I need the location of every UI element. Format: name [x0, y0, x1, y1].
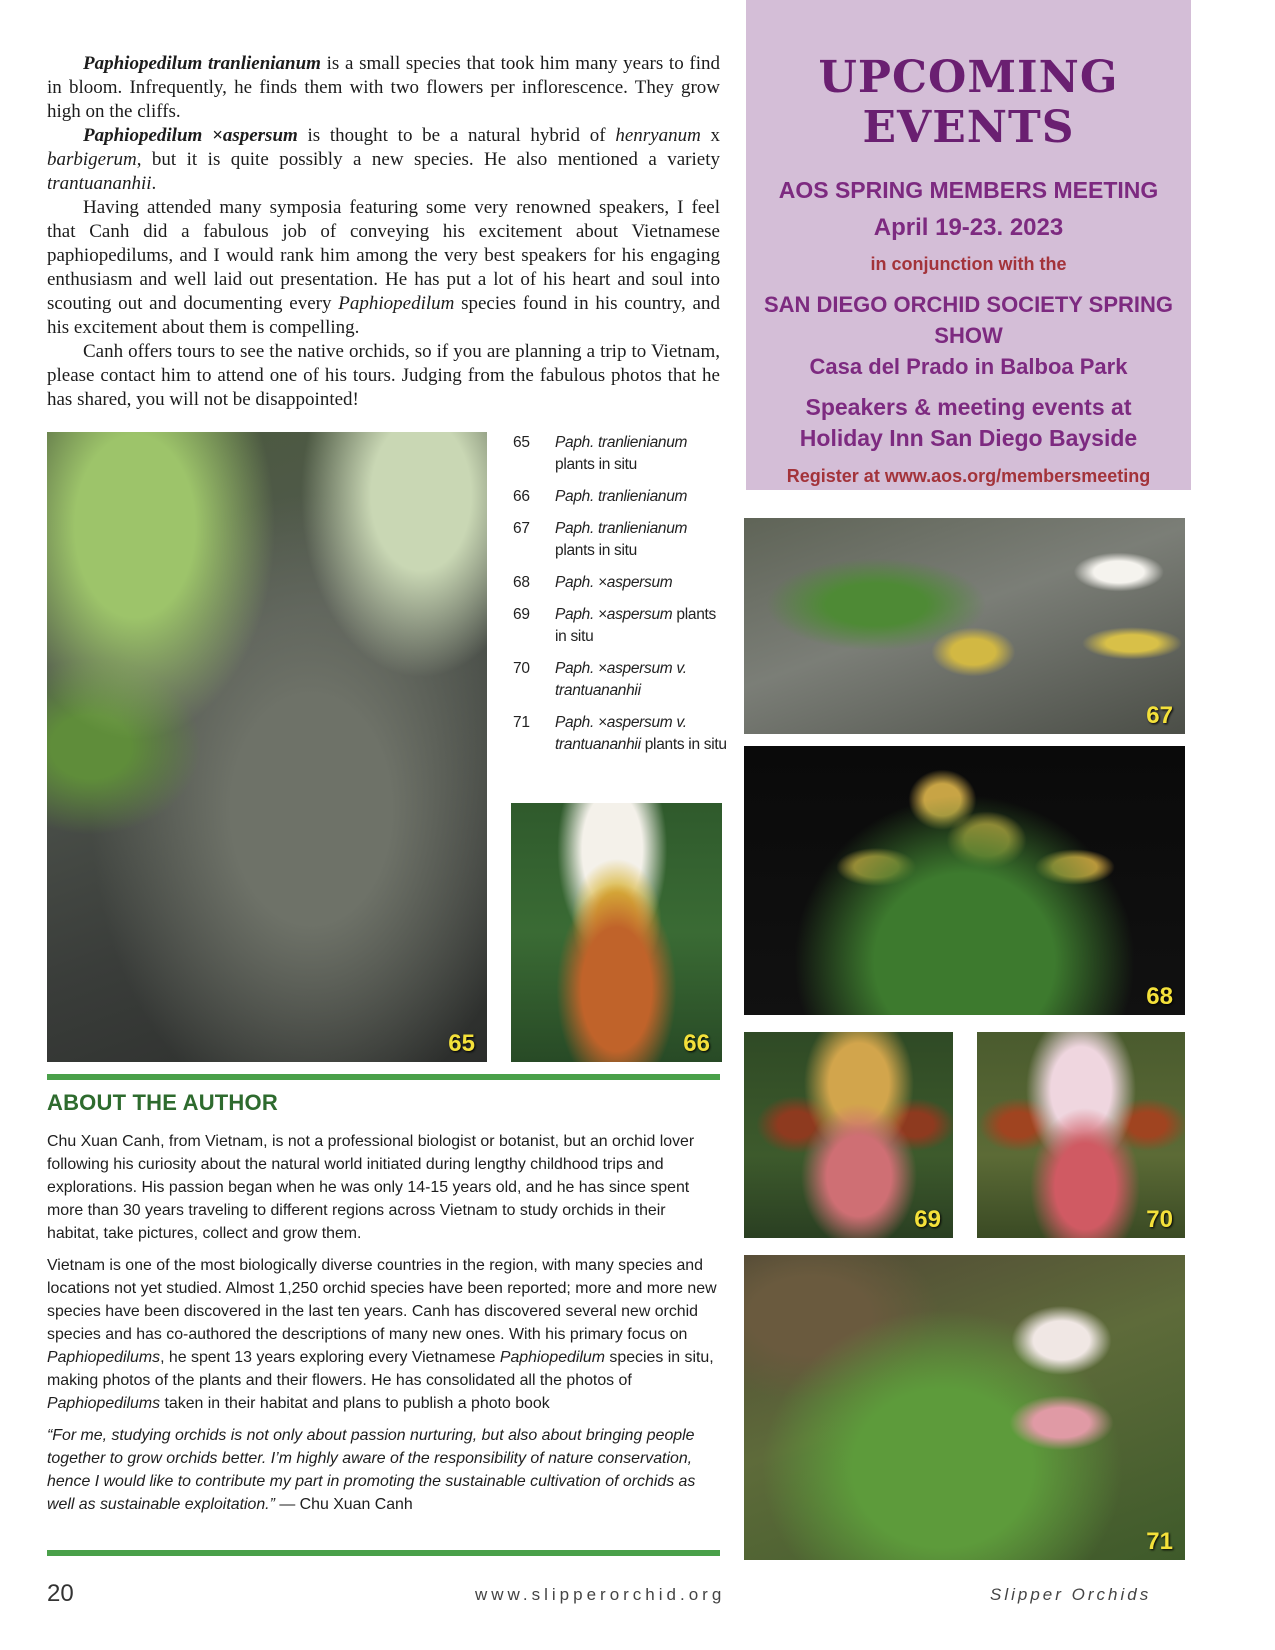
- about-author-body: [47, 1130, 720, 1525]
- article-body: [47, 52, 720, 412]
- photo-number: 65: [448, 1030, 475, 1057]
- photo-67: [744, 518, 1185, 734]
- paragraph-text: Having attended many symposia featuring some very renowned speakers, I feel that Canh did a fabulous job of conveying his excitement about Vietnamese paphiopedilums, and I would rank him among the very best speakers for his engaging enthusiasm and well laid out presentation. He has put a lot of his heart and soul into scouting out and documenting every: [47, 197, 720, 314]
- caption-item: [513, 712, 728, 756]
- about-paragraph: Chu Xuan Canh, from Vietnam, is not a professional biologist or botanist, but an orchid lover following his curiosity about the natural world initiated during lengthy childhood trips and explorations. His passion began when he was only 14-15 years old, and he has since spent more than 30 years traveling to different regions across Vietnam to study orchids in their habitat, take pictures, collect and grow them.: [47, 1133, 695, 1242]
- events-title-line: EVENTS: [862, 102, 1075, 153]
- event-speakers: [746, 392, 1191, 454]
- footer-magazine-name: Slipper Orchids: [990, 1585, 1152, 1604]
- paragraph-text: , he spent 13 years exploring every Vietnamese: [160, 1349, 500, 1366]
- caption-number: 69: [513, 606, 530, 623]
- paragraph-text: is a small species that took him many years to find in bloom. Infrequently, he finds them with two flowers per inflorescence. They grow high on the cliffs.: [47, 53, 720, 122]
- italic-term: Paphiopedilum: [499, 1349, 606, 1366]
- photo-71: [744, 1255, 1185, 1560]
- paragraph-text: .: [151, 173, 157, 194]
- paragraph-text: is thought to be a natural hybrid of: [297, 125, 616, 146]
- caption-text: [555, 486, 728, 508]
- caption-number: 71: [513, 714, 530, 731]
- article-paragraph: [47, 340, 720, 412]
- caption-text: [555, 518, 728, 562]
- about-paragraph: [47, 1254, 720, 1415]
- caption-species: Paph. ×aspersum v. trantuananhii: [555, 714, 687, 753]
- photo-number: 71: [1146, 1528, 1173, 1555]
- caption-number: 67: [513, 520, 530, 537]
- photo-number: 66: [683, 1030, 710, 1057]
- caption-species: Paph. ×aspersum v. trantuananhii: [555, 660, 687, 699]
- events-title: [746, 53, 1191, 153]
- photo-captions: [513, 432, 728, 766]
- event-show-venue: Casa del Prado in Balboa Park: [809, 354, 1128, 379]
- article-paragraph: [47, 196, 720, 340]
- paragraph-text: species in situ, making photos of the plants and their flowers. He has consolidated all the photos of: [47, 1349, 714, 1389]
- event-speakers-line: Speakers & meeting events at: [805, 394, 1132, 420]
- caption-species: Paph. tranlienianum: [555, 488, 688, 505]
- caption-item: [513, 658, 728, 702]
- paragraph-text: , but it is quite possibly a new species. He also mentioned a variety: [136, 149, 720, 170]
- event-register-link[interactable]: Register at www.aos.org/membersmeeting: [786, 466, 1151, 486]
- photo-number: 69: [914, 1206, 941, 1233]
- caption-item: [513, 432, 728, 476]
- photo-68: [744, 746, 1185, 1015]
- species-name: Paphiopedilum ×aspersum: [83, 125, 298, 146]
- section-divider-bottom: [47, 1550, 720, 1556]
- italic-term: Paphiopedilum: [338, 293, 455, 314]
- caption-rest: plants in situ: [640, 736, 727, 753]
- caption-item: [513, 572, 728, 594]
- photo-number: 68: [1146, 983, 1173, 1010]
- italic-term: barbigerum: [47, 149, 137, 170]
- species-name: Paphiopedilum tranlienianum: [83, 53, 321, 74]
- caption-rest: plants in situ: [555, 542, 637, 559]
- paragraph-text: Vietnam is one of the most biologically diverse countries in the region, with many species and locations not yet studied. Almost 1,250 orchid species have been reported; more and more new species have been discovered in the last ten years. Canh has discovered several new orchid species and has co-authored the descriptions of many new ones. With his primary focus on: [47, 1257, 717, 1343]
- paragraph-text: Canh offers tours to see the native orchids, so if you are planning a trip to Vietnam, please contact him to attend one of his tours. Judging from the fabulous photos that he has shared, you will not be disappointed!: [47, 341, 720, 410]
- about-author-heading: ABOUT THE AUTHOR: [47, 1090, 278, 1115]
- quote-attribution: — Chu Xuan Canh: [274, 1496, 413, 1513]
- caption-species: Paph. tranlienianum: [555, 434, 688, 451]
- italic-term: Paphiopedilums: [47, 1395, 161, 1412]
- italic-term: trantuananhii: [47, 173, 152, 194]
- caption-text: [555, 432, 728, 476]
- photo-number: 67: [1146, 702, 1173, 729]
- photo-65: [47, 432, 487, 1062]
- photo-70: [977, 1032, 1185, 1238]
- caption-text: [555, 658, 728, 702]
- events-title-line: UPCOMING: [818, 52, 1119, 103]
- upcoming-events-box: [746, 0, 1191, 490]
- footer-website-link[interactable]: www.slipperorchid.org: [475, 1585, 726, 1604]
- caption-species: Paph. ×aspersum: [555, 606, 673, 623]
- caption-item: [513, 486, 728, 508]
- event-show: [746, 289, 1191, 382]
- caption-number: 65: [513, 434, 530, 451]
- caption-item: [513, 518, 728, 562]
- photo-69: [744, 1032, 953, 1238]
- paragraph-text: species found in his country, and his excitement about them is compelling.: [47, 293, 720, 338]
- italic-term: henryanum: [615, 125, 701, 146]
- caption-number: 68: [513, 574, 530, 591]
- page-number: 20: [47, 1580, 74, 1607]
- paragraph-text: taken in their habitat and plans to publish a photo book: [160, 1395, 550, 1412]
- photo-number: 70: [1146, 1206, 1173, 1233]
- article-paragraph: [47, 52, 720, 124]
- caption-rest: plants in situ: [555, 456, 637, 473]
- section-divider-top: [47, 1074, 720, 1080]
- caption-number: 66: [513, 488, 530, 505]
- caption-species: Paph. ×aspersum: [555, 574, 673, 591]
- event-show-name: SAN DIEGO ORCHID SOCIETY SPRING SHOW: [763, 292, 1174, 348]
- caption-text: [555, 604, 728, 648]
- caption-item: [513, 604, 728, 648]
- photo-66: [511, 803, 722, 1062]
- caption-rest: plants in situ: [555, 606, 716, 645]
- article-paragraph: [47, 124, 720, 196]
- caption-species: Paph. tranlienianum: [555, 520, 688, 537]
- caption-text: [555, 572, 728, 594]
- caption-text: [555, 712, 728, 756]
- italic-term: Paphiopedilums: [47, 1349, 161, 1366]
- event-speakers-venue: Holiday Inn San Diego Bayside: [799, 425, 1138, 451]
- quote-text: “For me, studying orchids is not only about passion nurturing, but also about bringing people together to grow orchids better. I’m highly aware of the responsibility of nature conservation, hence I would like to contribute my part in promoting the sustainable cultivation of orchids as well as sustainable exploitation.”: [47, 1427, 696, 1513]
- event-meeting-name: AOS SPRING MEMBERS MEETING: [778, 177, 1159, 203]
- caption-number: 70: [513, 660, 530, 677]
- event-dates: April 19-23. 2023: [873, 214, 1064, 241]
- event-conjunction: in conjunction with the: [870, 254, 1067, 274]
- paragraph-text: x: [700, 125, 721, 146]
- author-quote: [47, 1424, 720, 1516]
